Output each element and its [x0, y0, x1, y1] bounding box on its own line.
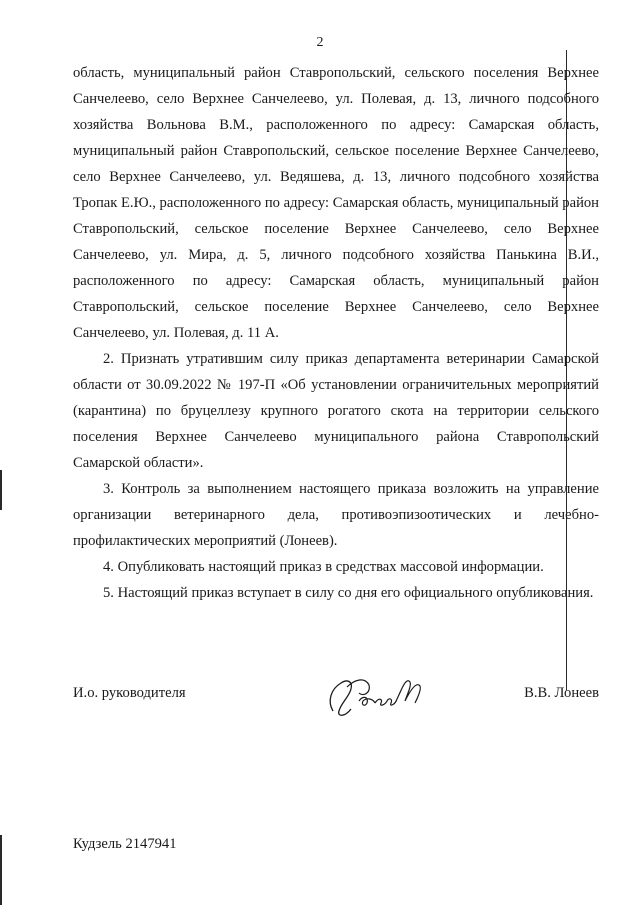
executor-info: Кудзель 2147941	[73, 836, 177, 852]
document-body	[73, 60, 599, 606]
signatory-name: В.В. Лонеев	[524, 685, 599, 701]
scan-artifact-line	[0, 835, 2, 905]
page-number: 2	[316, 35, 324, 50]
paragraph-item-5: 5. Настоящий приказ вступает в силу со дня его официального опубликования.	[103, 585, 594, 601]
paragraph-item-2: 2. Признать утратившим силу приказ департамента ветеринарии Самарской области от 30.09.2022 № 197-П «Об установлении ограничительных мероприятий (карантина) по бруцеллезу крупного рогатого скота на территории сельского поселения Верхнее Санчелеево муниципального района Ставропольский Самарской области».	[73, 351, 599, 471]
signatory-title: И.о. руководителя	[73, 685, 186, 701]
handwritten-signature	[325, 671, 435, 721]
scan-artifact-line	[0, 470, 2, 510]
paragraph-item-3: 3. Контроль за выполнением настоящего приказа возложить на управление организации ветеринарного дела, противоэпизоотических и лечебно-профилактических мероприятий (Лонеев).	[73, 481, 599, 549]
signature-block	[73, 683, 599, 723]
paragraph-item-4: 4. Опубликовать настоящий приказ в средствах массовой информации.	[103, 559, 544, 575]
paragraph-continuation: область, муниципальный район Ставропольский, сельского поселения Верхнее Санчелеево, село Верхнее Санчелеево, ул. Полевая, д. 13, личного подсобного хозяйства Вольнова В.М., расположенного по адресу: Самарская область, муниципальный район Ставропольский, сельское поселение Верхнее Санчелеево, село Верхнее Санчелеево, ул. Ведяшева, д. 13, личного подсобного хозяйства Тропак Е.Ю., расположенного по адресу: Самарская область, муниципальный район Ставропольский, сельское поселение Верхнее Санчелеево, село Верхнее Санчелеево, ул. Мира, д. 5, личного подсобного хозяйства Панькина В.И., расположенного по адресу: Самарская область, муниципальный район Ставропольский, сельское поселение Верхнее Санчелеево, село Верхнее Санчелеево, ул. Полевая, д. 11 А.	[73, 65, 599, 341]
